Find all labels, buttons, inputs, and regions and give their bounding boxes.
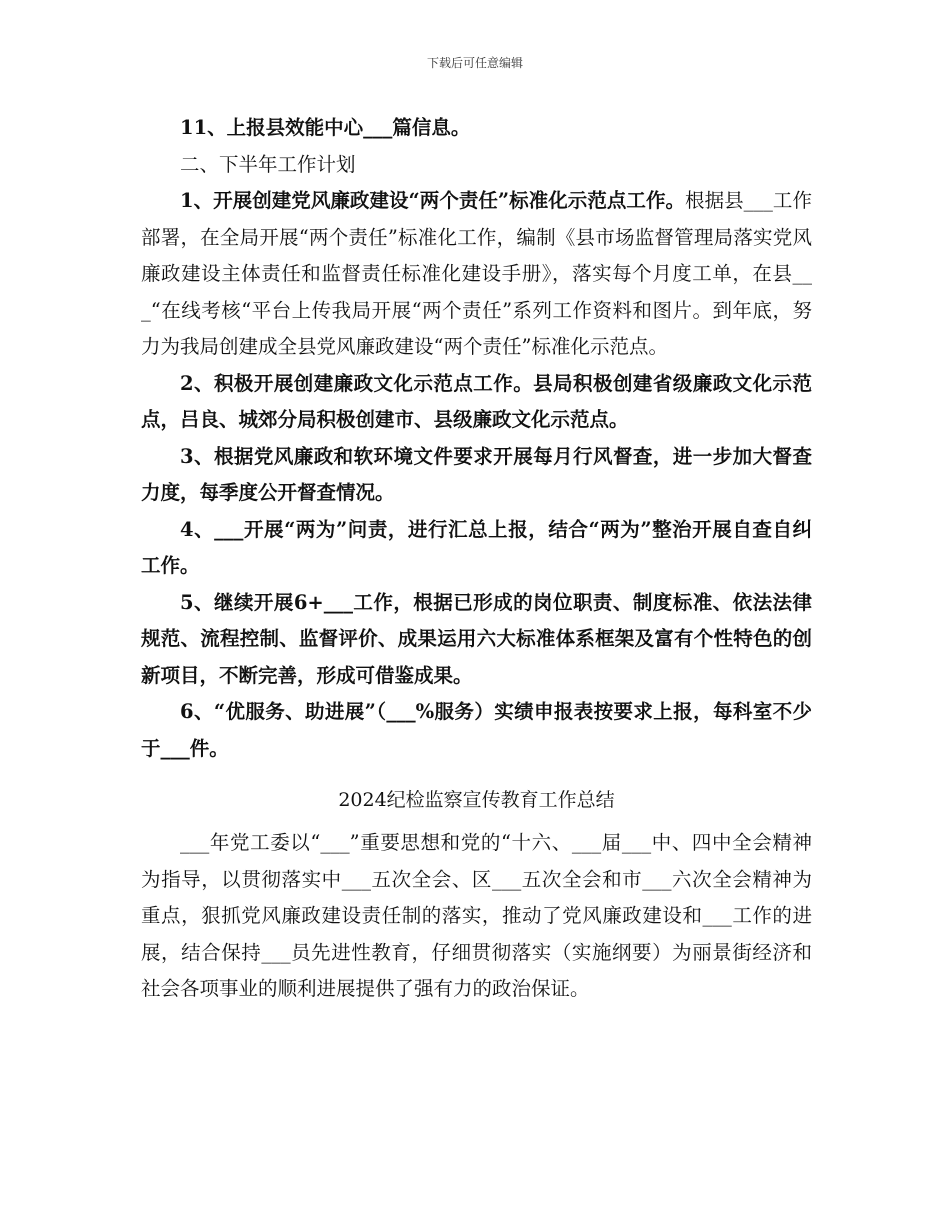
paragraph-item-2: 2、积极开展创建廉政文化示范点工作。县局积极创建省级廉政文化示范点，吕良、城郊分局积极创建市、县级廉政文化示范点。 <box>141 371 812 431</box>
paragraph-item-1 <box>141 183 812 366</box>
paragraph-item-4: 4、___开展“两为”问责，进行汇总上报，结合“两为”整治开展自查自纠工作。 <box>141 517 812 577</box>
paragraph-item-5: 5、继续开展6+___工作，根据已形成的岗位职责、制度标准、依法法律规范、流程控制、监督评价、成果运用六大标准体系框架及富有个性特色的创新项目，不断完善，形成可借鉴成果。 <box>141 590 812 687</box>
document-body <box>141 110 812 1008</box>
summary-paragraph: ___年党工委以“___”重要思想和党的“十六、___届___中、四中全会精神为指导，以贯彻落实中___五次全会、区___五次全会和市___六次全会精神为重点，狠抓党风廉政建设责任制的落实，推动了党风廉政建设和___工作的进展，结合保持___员先进性教育，仔细贯彻落实（实施纲要）为丽景街经济和社会各项事业的顺利进展提供了强有力的政治保证。 <box>141 831 812 1000</box>
paragraph-item-3: 3、根据党风廉政和软环境文件要求开展每月行风督查，进一步加大督查力度，每季度公开督查情况。 <box>141 444 812 504</box>
paragraph-item-11: 11、上报县效能中心___篇信息。 <box>180 116 471 139</box>
section-heading-plan: 二、下半年工作计划 <box>180 152 356 176</box>
item-1-body: 根据县___工作部署，在全局开展“两个责任”标准化工作，编制《县市场监督管理局落实党风廉政建设主体责任和监督责任标准化建设手册》，落实每个月度工单，在县___“在线考核“平台上传我局开展“两个责任”系列工作资料和图片。到年底，努力为我局创建成全县党风廉政建设“两个责任”标准化示范点。 <box>141 189 812 358</box>
page-header: 下载后可任意编辑 <box>426 56 523 70</box>
document-title: 2024纪检监察宣传教育工作总结 <box>338 789 615 811</box>
item-1-lead: 1、开展创建党风廉政建设“两个责任”标准化示范点工作。 <box>180 189 686 212</box>
paragraph-item-6: 6、“优服务、助进展”（___%服务）实绩申报表按要求上报，每科室不少于___件。 <box>141 700 812 760</box>
